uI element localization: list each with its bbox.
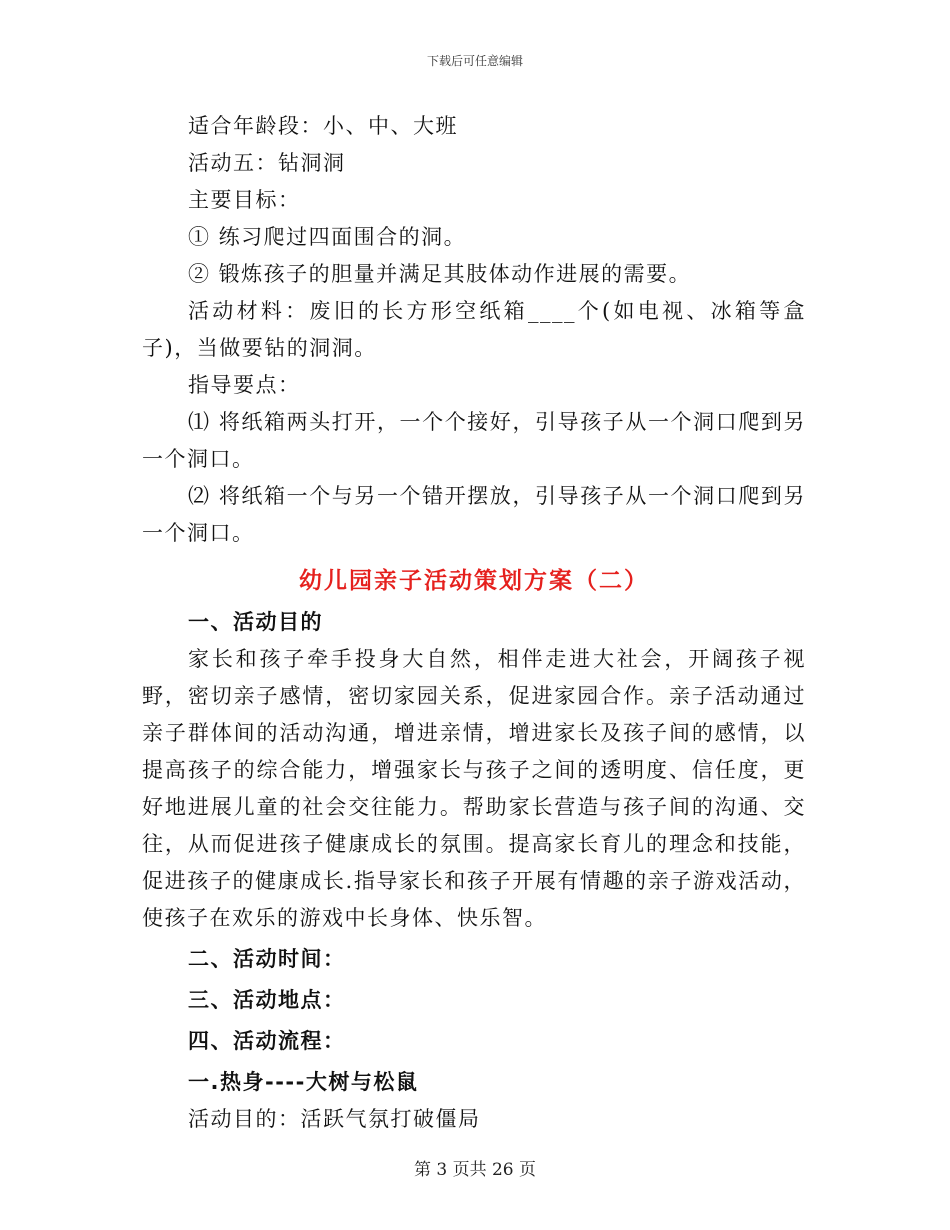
activity-five-title: 活动五：钻洞洞 xyxy=(188,151,346,175)
page-number: 第 3 页共 26 页 xyxy=(413,1160,537,1180)
heading-time: 二、活动时间： xyxy=(188,947,346,971)
guide-point-one: ⑴ 将纸箱两头打开，一个个接好，引导孩子从一个洞口爬到另一个洞口。 xyxy=(142,410,806,471)
heading-warmup: 一.热身----大树与松鼠 xyxy=(188,1070,419,1094)
materials-paragraph: 活动材料：废旧的长方形空纸箱____个(如电视、冰箱等盒子)，当做要钻的洞洞。 xyxy=(142,299,806,360)
heading-flow: 四、活动流程： xyxy=(188,1029,346,1053)
heading-place: 三、活动地点： xyxy=(188,988,346,1012)
section-two-title: 幼儿园亲子活动策划方案（二） xyxy=(299,567,649,594)
goal-one: ① 练习爬过四面围合的洞。 xyxy=(188,225,467,249)
warmup-purpose: 活动目的：活跃气氛打破僵局 xyxy=(188,1107,481,1131)
header-note: 下载后可任意编辑 xyxy=(426,54,523,68)
age-group-line: 适合年龄段：小、中、大班 xyxy=(188,114,458,138)
purpose-paragraph: 家长和孩子牵手投身大自然，相伴走进大社会，开阔孩子视野，密切亲子感情，密切家园关系，促进家园合作。亲子活动通过亲子群体间的活动沟通，增进亲情，增进家长及孩子间的感情，以提高孩子的综合能力，增强家长与孩子之间的透明度、信任度，更好地进展儿童的社会交往能力。帮助家长营造与孩子间的沟通、交往，从而促进孩子健康成长的氛围。提高家长育儿的理念和技能，促进孩子的健康成长.指导家长和孩子开展有情趣的亲子游戏活动，使孩子在欢乐的游戏中长身体、快乐智。 xyxy=(142,647,806,930)
document-content xyxy=(142,108,806,1138)
heading-purpose: 一、活动目的 xyxy=(188,610,323,634)
guide-label: 指导要点： xyxy=(188,373,301,397)
goal-two: ② 锻炼孩子的胆量并满足其肢体动作进展的需要。 xyxy=(188,262,692,286)
guide-point-two: ⑵ 将纸箱一个与另一个错开摆放，引导孩子从一个洞口爬到另一个洞口。 xyxy=(142,484,806,545)
main-goals-label: 主要目标： xyxy=(188,188,301,212)
